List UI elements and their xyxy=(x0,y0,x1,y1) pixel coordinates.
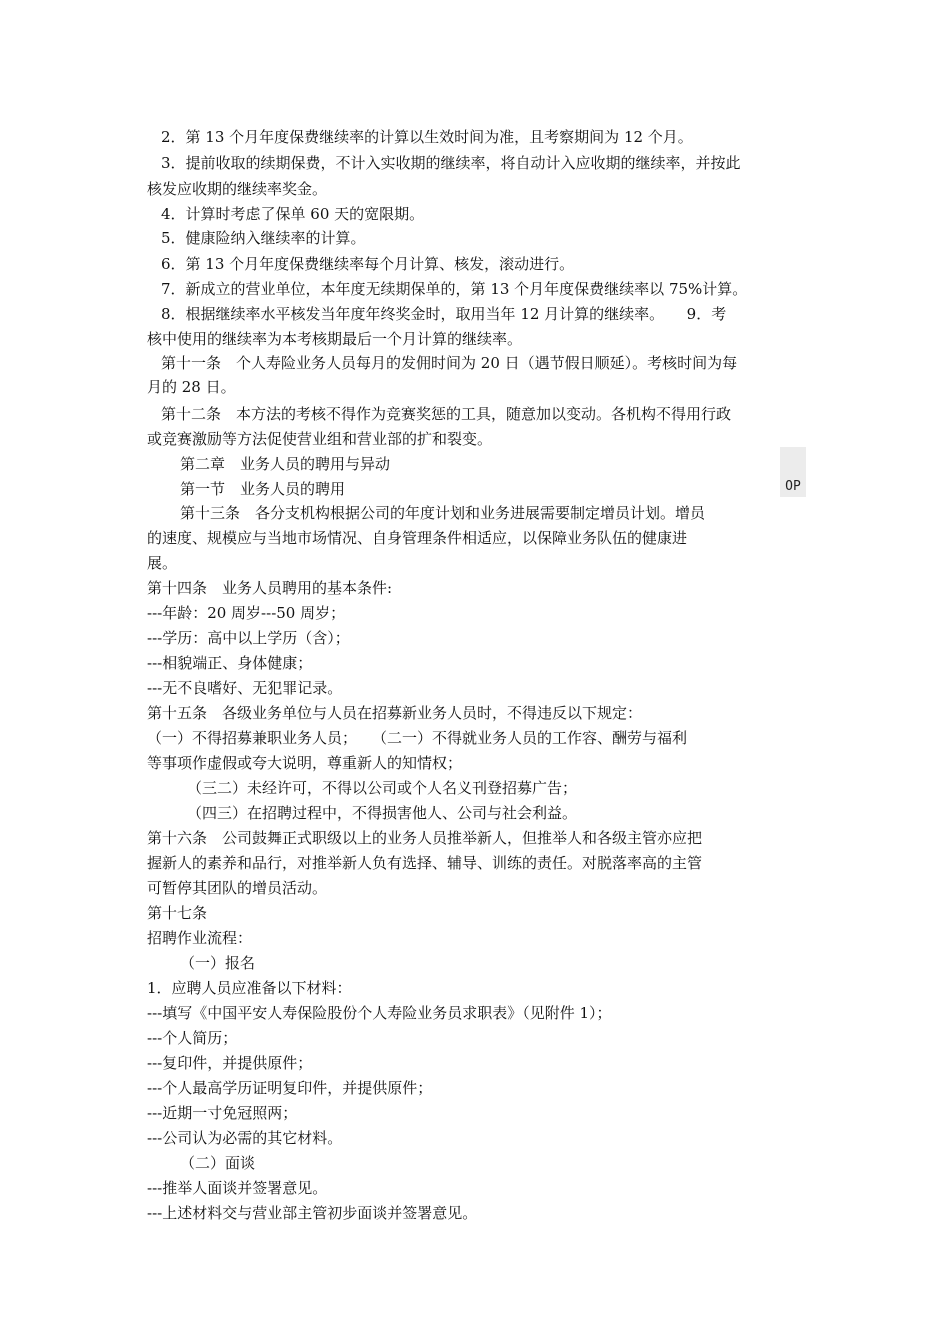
text-line: 招聘作业流程： xyxy=(147,929,253,947)
list-item: ---年龄：20 周岁---50 周岁； xyxy=(147,604,346,622)
text-line: 月的 28 日。 xyxy=(147,378,236,396)
text-line: 4．计算时考虑了保单 60 天的宽限期。 xyxy=(161,205,425,223)
text-line: 展。 xyxy=(147,554,178,572)
text-line: （三二）未经许可，不得以公司或个人名义刊登招募广告； xyxy=(187,779,578,797)
text-line: 7．新成立的营业单位，本年度无续期保单的，第 13 个月年度保费继续率以 75%计算。 xyxy=(161,280,748,298)
list-item: ---个人最高学历证明复印件，并提供原件； xyxy=(147,1079,433,1097)
text-line: 的速度、规模应与当地市场情况、自身管理条件相适应，以保障业务队伍的健康进 xyxy=(147,529,688,547)
list-item: ---无不良嗜好、无犯罪记录。 xyxy=(147,679,343,697)
text-line: 核发应收期的继续率奖金。 xyxy=(147,180,328,198)
text-line: 握新人的素养和品行，对推举新人负有选择、辅导、训练的责任。对脱落率高的主管 xyxy=(147,854,703,872)
text-line: 8．根据继续率水平核发当年度年终奖金时，取用当年 12 月计算的继续率。 9．考 xyxy=(161,305,727,323)
text-line: 6．第 13 个月年度保费继续率每个月计算、核发，滚动进行。 xyxy=(161,255,575,273)
article-heading: 第十五条 各级业务单位与人员在招募新业务人员时，不得违反以下规定： xyxy=(147,704,643,722)
article-heading: 第十二条 本方法的考核不得作为竞赛奖惩的工具，随意加以变动。各机构不得用行政 xyxy=(161,405,732,423)
text-line: 3．提前收取的续期保费，不计入实收期的继续率，将自动计入应收期的继续率，并按此 xyxy=(161,154,741,172)
section-heading: 第一节 业务人员的聘用 xyxy=(180,480,346,498)
chapter-heading: 第二章 业务人员的聘用与异动 xyxy=(180,455,391,473)
text-line: 核中使用的继续率为本考核期最后一个月计算的继续率。 xyxy=(147,330,523,348)
text-line: （一）不得招募兼职业务人员； （二一）不得就业务人员的工作容、酬劳与福利 xyxy=(147,729,688,747)
text-line: 1．应聘人员应准备以下材料： xyxy=(147,979,352,997)
article-heading: 第十三条 各分支机构根据公司的年度计划和业务进展需要制定增员计划。增员 xyxy=(180,504,706,522)
text-line: 5．健康险纳入继续率的计算。 xyxy=(161,229,366,247)
article-heading: 第十六条 公司鼓舞正式职级以上的业务人员推举新人，但推举人和各级主管亦应把 xyxy=(147,829,703,847)
list-item: ---相貌端正、身体健康； xyxy=(147,654,313,672)
list-item: ---个人简历； xyxy=(147,1029,238,1047)
text-line: 或竞赛激励等方法促使营业组和营业部的扩和裂变。 xyxy=(147,430,493,448)
list-item: ---近期一寸免冠照两； xyxy=(147,1104,298,1122)
side-tab-label: OP xyxy=(785,479,801,494)
list-item: ---学历：高中以上学历（含）； xyxy=(147,629,350,647)
text-line: 2．第 13 个月年度保费继续率的计算以生效时间为准，且考察期间为 12 个月。 xyxy=(161,128,693,146)
list-item: ---上述材料交与营业部主管初步面谈并签署意见。 xyxy=(147,1204,478,1222)
article-heading: 第十一条 个人寿险业务人员每月的发佣时间为 20 日（遇节假日顺延）。考核时间为每 xyxy=(161,354,738,372)
text-line: （四三）在招聘过程中，不得损害他人、公司与社会利益。 xyxy=(187,804,578,822)
list-item: ---复印件，并提供原件； xyxy=(147,1054,313,1072)
article-heading: 第十七条 xyxy=(147,904,208,922)
list-item: ---公司认为必需的其它材料。 xyxy=(147,1129,343,1147)
article-heading: 第十四条 业务人员聘用的基本条件: xyxy=(147,579,393,597)
text-line: 可暂停其团队的增员活动。 xyxy=(147,879,328,897)
subsection-heading: （一）报名 xyxy=(180,954,256,972)
list-item: ---推举人面谈并签署意见。 xyxy=(147,1179,328,1197)
text-line: 等事项作虚假或夸大说明，尊重新人的知情权； xyxy=(147,754,463,772)
subsection-heading: （二）面谈 xyxy=(180,1154,256,1172)
side-tab-op[interactable] xyxy=(780,447,806,497)
list-item: ---填写《中国平安人寿保险股份个人寿险业务员求职表》（见附件 1）； xyxy=(147,1004,612,1022)
